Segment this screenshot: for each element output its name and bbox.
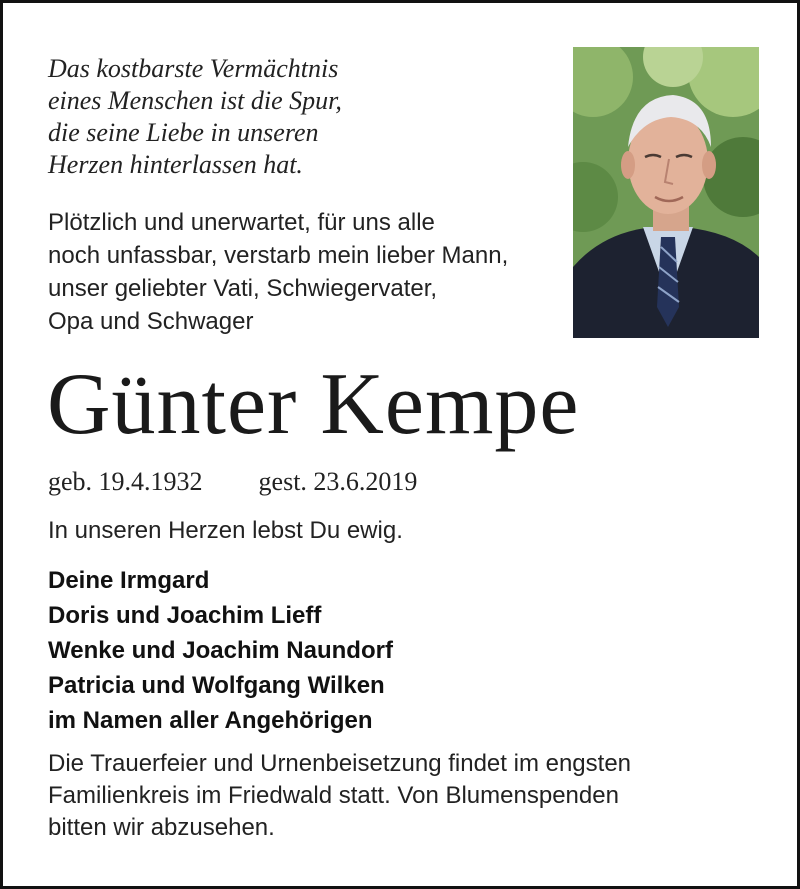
funeral-notice: [48, 748, 768, 844]
mourner-line: im Namen aller Angehörigen: [48, 707, 373, 734]
death-date: gest. 23.6.2019: [258, 467, 418, 496]
life-dates: [48, 465, 417, 499]
announcement-line: unser geliebter Vati, Schwiegervater,: [48, 275, 438, 302]
poem-line: die seine Liebe in unseren: [48, 118, 319, 147]
poem-line: eines Menschen ist die Spur,: [48, 86, 342, 115]
notice-line: Familienkreis im Friedwald statt. Von Blumenspenden: [48, 782, 619, 809]
memorial-poem: [48, 53, 548, 181]
announcement-line: Plötzlich und unerwartet, für uns alle: [48, 209, 435, 236]
portrait-photo: [573, 47, 759, 338]
mourner-line: Wenke und Joachim Naundorf: [48, 637, 393, 664]
mourners-list: [48, 563, 393, 738]
mourner-line: Deine Irmgard: [48, 567, 210, 594]
memorial-motto: In unseren Herzen lebst Du ewig.: [48, 517, 403, 544]
announcement-line: noch unfassbar, verstarb mein lieber Mann,: [48, 242, 509, 269]
mourner-line: Patricia und Wolfgang Wilken: [48, 672, 385, 699]
announcement-line: Opa und Schwager: [48, 308, 254, 335]
poem-line: Das kostbarste Vermächtnis: [48, 54, 339, 83]
death-announcement: [48, 206, 568, 338]
mourner-line: Doris und Joachim Lieff: [48, 602, 322, 629]
deceased-name: Günter Kempe: [47, 356, 580, 453]
notice-line: Die Trauerfeier und Urnenbeisetzung findet im engsten: [48, 750, 632, 777]
notice-line: bitten wir abzusehen.: [48, 814, 275, 841]
birth-date: geb. 19.4.1932: [48, 467, 203, 496]
poem-line: Herzen hinterlassen hat.: [48, 150, 303, 179]
